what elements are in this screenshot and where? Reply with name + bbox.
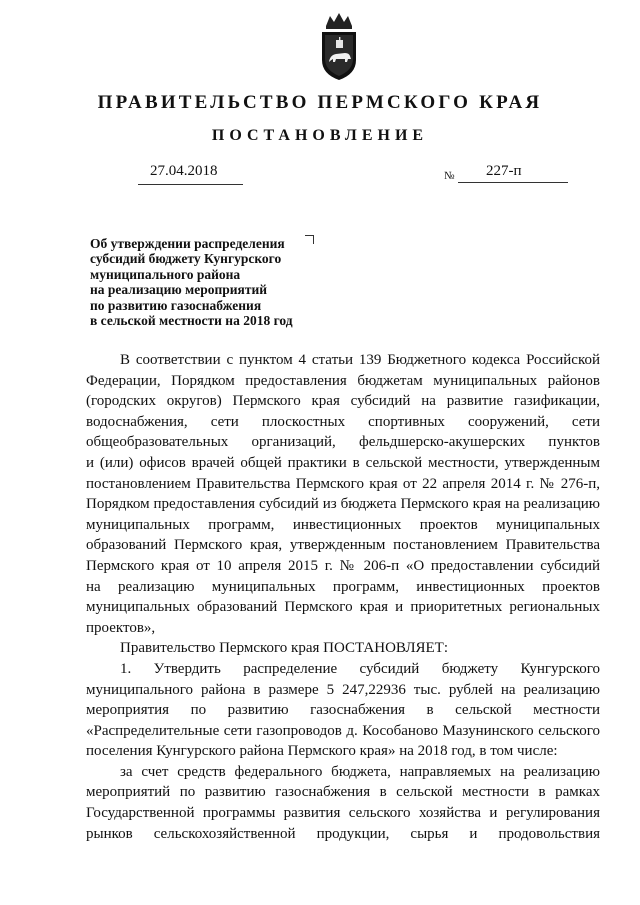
subject-line: муниципального района — [90, 266, 241, 282]
body-line: рынков сельскохозяйственной продукции, сырья и продовольствия — [86, 825, 600, 842]
body-line: 1. Утвердить распределение субсидий бюджету Кунгурского — [120, 660, 600, 677]
subject-corner-mark — [305, 235, 314, 244]
number-sign: № — [444, 170, 455, 182]
document-subject — [90, 236, 330, 328]
body-line: Федерации, Порядком предоставления бюджетам муниципальных районов — [86, 372, 600, 389]
body-line: общеобразовательных организаций, фельдшерско-акушерских пунктов — [86, 434, 600, 451]
body-line: Порядком предоставления субсидий из бюджета Пермского края на реализацию — [86, 496, 600, 513]
document-type: ПОСТАНОВЛЕНИЕ — [211, 127, 429, 144]
body-line: образований Пермского края, утвержденным постановлением Правительства — [86, 537, 600, 554]
body-line: В соответствии с пунктом 4 статьи 139 Бюджетного кодекса Российской — [120, 352, 600, 368]
body-line: поселения Кунгурского района Пермского края» на 2018 год, в том числе: — [86, 743, 558, 760]
body-line: водоснабжения, сети плоскостных спортивных сооружений, сети — [86, 413, 600, 430]
date-underline — [138, 184, 243, 185]
body-line: мероприятий по развитию газоснабжения в сельской местности в рамках — [86, 784, 600, 801]
body-line: муниципальных программ, инвестиционных проектов муниципальных — [86, 516, 600, 533]
body-line: мероприятия по развитию газоснабжения в сельской местности — [86, 702, 600, 719]
subject-line: на реализацию мероприятий — [90, 282, 268, 298]
date-field — [150, 163, 250, 180]
body-line: «Распределительные сети газопроводов д. Кособаново Мазунинского сельского — [86, 722, 600, 739]
body-line: Правительство Пермского края ПОСТАНОВЛЯЕТ: — [120, 640, 449, 657]
coat-of-arms-icon — [318, 12, 360, 82]
body-line: муниципального района в размере 5 247,22936 тыс. рублей на реализацию — [86, 681, 600, 698]
subject-line: Об утверждении распределения — [90, 236, 285, 251]
subject-line: в сельской местности на 2018 год — [90, 313, 293, 329]
body-line: постановлением Правительства Пермского края от 22 апреля 2014 г. № 276-п, — [86, 475, 600, 492]
government-title: ПРАВИТЕЛЬСТВО ПЕРМСКОГО КРАЯ — [97, 92, 543, 113]
body-line: муниципальных образований Пермского края и приоритетных региональных — [86, 599, 600, 616]
subject-line: по развитию газоснабжения — [90, 297, 262, 313]
body-line: на реализацию муниципальных программ, инвестиционных проектов — [86, 578, 600, 595]
body-line: Государственной программы развития сельского хозяйства и регулирования — [86, 805, 600, 822]
body-line: Пермского края от 10 апреля 2015 г. № 206-п «О предоставлении субсидий — [86, 557, 600, 574]
body-line: и (или) офисов врачей общей практики в сельской местности, утвержденным — [86, 454, 600, 471]
subject-line: субсидий бюджету Кунгурского — [90, 251, 282, 267]
number-underline — [458, 182, 568, 183]
body-line: за счет средств федерального бюджета, направляемых на реализацию — [120, 763, 600, 780]
document-date: 27.04.2018 — [150, 163, 218, 179]
document-number: 227-п — [486, 163, 522, 179]
document-body — [86, 350, 600, 844]
body-line: проектов», — [86, 619, 156, 636]
body-line: (городских округов) Пермского края субсидий на развитие газификации, — [86, 393, 600, 410]
